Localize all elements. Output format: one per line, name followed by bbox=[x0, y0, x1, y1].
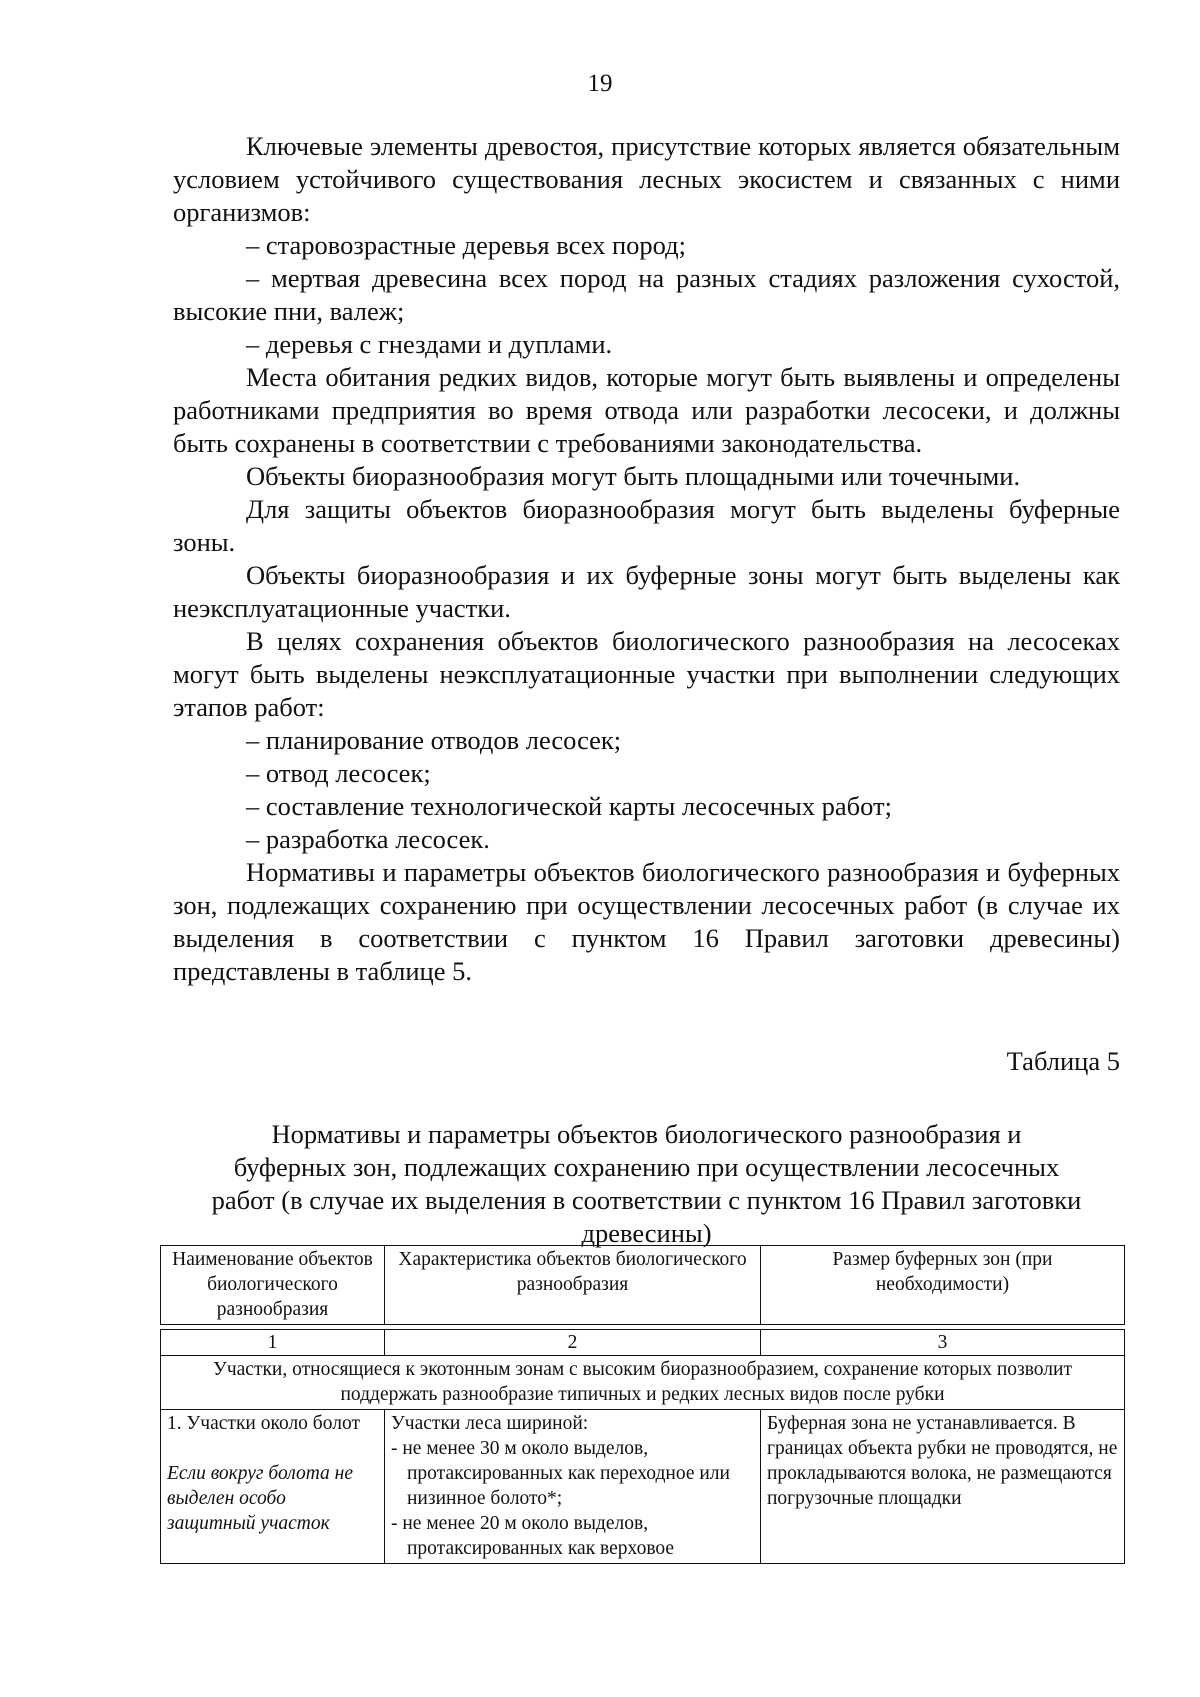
list-item: – мертвая древесина всех пород на разных стадиях разложения сухостой, высокие пни, валеж; bbox=[173, 263, 1120, 326]
list-item: – отвод лесосек; bbox=[246, 758, 431, 788]
paragraph-work-stages: В целях сохранения объектов биологического разнообразия на лесосеках могут быть выделены неэксплуатационные участки при выполнении следующих этапов работ: bbox=[173, 626, 1120, 722]
table-section-row bbox=[161, 1356, 1125, 1410]
biodiversity-table bbox=[160, 1245, 1125, 1564]
body-text bbox=[173, 130, 1120, 988]
table-header-row bbox=[161, 1246, 1125, 1325]
list-item: – деревья с гнездами и дуплами. bbox=[246, 329, 613, 359]
table-header-cell: Наименование объектов биологического разнообразия bbox=[161, 1246, 385, 1325]
table-header-cell: Характеристика объектов биологического разнообразия bbox=[385, 1246, 761, 1325]
paragraph-objects-types: Объекты биоразнообразия могут быть площадными или точечными. bbox=[246, 461, 1021, 491]
table-title-line: древесины) bbox=[581, 1218, 712, 1248]
column-number: 2 bbox=[385, 1330, 761, 1356]
list-item: – разработка лесосек. bbox=[246, 824, 490, 854]
list-item: – старовозрастные деревья всех пород; bbox=[246, 230, 686, 260]
table-title-line: работ (в случае их выделения в соответствии с пунктом 16 Правил заготовки bbox=[211, 1185, 1082, 1215]
object-name: 1. Участки около болот bbox=[167, 1413, 360, 1434]
paragraph-norms: Нормативы и параметры объектов биологического разнообразия и буферных зон, подлежащих сохранению при осуществлении лесосечных работ (в случае их выделения в соответствии с пунктом 16 Правил заготовки древесины) представлены в таблице 5. bbox=[173, 857, 1120, 986]
column-number: 3 bbox=[761, 1330, 1125, 1356]
paragraph-buffer-zones: Для защиты объектов биоразнообразия могут быть выделены буферные зоны. bbox=[173, 494, 1120, 557]
table-header-cell: Размер буферных зон (при необходимости) bbox=[761, 1246, 1125, 1325]
table-row bbox=[161, 1410, 1125, 1564]
table-cell-characteristic bbox=[385, 1410, 761, 1564]
table-section-title: Участки, относящиеся к экотонным зонам с высоким биоразнообразием, сохранение которых позволит поддержать разнообразие типичных и редких лесных видов после рубки bbox=[161, 1356, 1125, 1410]
list-item: – составление технологической карты лесосечных работ; bbox=[246, 791, 893, 821]
table-title-line: буферных зон, подлежащих сохранению при осуществлении лесосечных bbox=[233, 1152, 1060, 1182]
list-item: – планирование отводов лесосек; bbox=[246, 725, 622, 755]
table-title bbox=[173, 1118, 1120, 1250]
table-cell-name bbox=[161, 1410, 385, 1564]
table-number-row bbox=[161, 1330, 1125, 1356]
page-number: 19 bbox=[587, 70, 613, 97]
paragraph-rare-species: Места обитания редких видов, которые могут быть выявлены и определены работниками предприятия во время отвода или разработки лесосеки, и должны быть сохранены в соответствии с требованиями законодательства. bbox=[173, 362, 1120, 458]
characteristic-intro: Участки леса шириной: bbox=[391, 1413, 589, 1434]
paragraph-non-operational: Объекты биоразнообразия и их буферные зоны могут быть выделены как неэксплуатационные участки. bbox=[173, 560, 1120, 623]
table-cell-buffer: Буферная зона не устанавливается. В границах объекта рубки не проводятся, не прокладываются волока, не размещаются погрузочные площадки bbox=[761, 1410, 1125, 1564]
characteristic-item: - не менее 30 м около выделов, протаксированных как переходное или низинное болото*; bbox=[391, 1438, 730, 1509]
paragraph-key-elements: Ключевые элементы древостоя, присутствие которых является обязательным условием устойчивого существования лесных экосистем и связанных с ними организмов: bbox=[173, 131, 1120, 227]
object-name-note: Если вокруг болота не выделен особо защитный участок bbox=[167, 1463, 353, 1534]
characteristic-item: - не менее 20 м около выделов, протаксированных как верховое bbox=[391, 1513, 675, 1559]
table-label: Таблица 5 bbox=[1006, 1046, 1120, 1076]
column-number: 1 bbox=[161, 1330, 385, 1356]
table-title-line: Нормативы и параметры объектов биологического разнообразия и bbox=[271, 1119, 1022, 1149]
